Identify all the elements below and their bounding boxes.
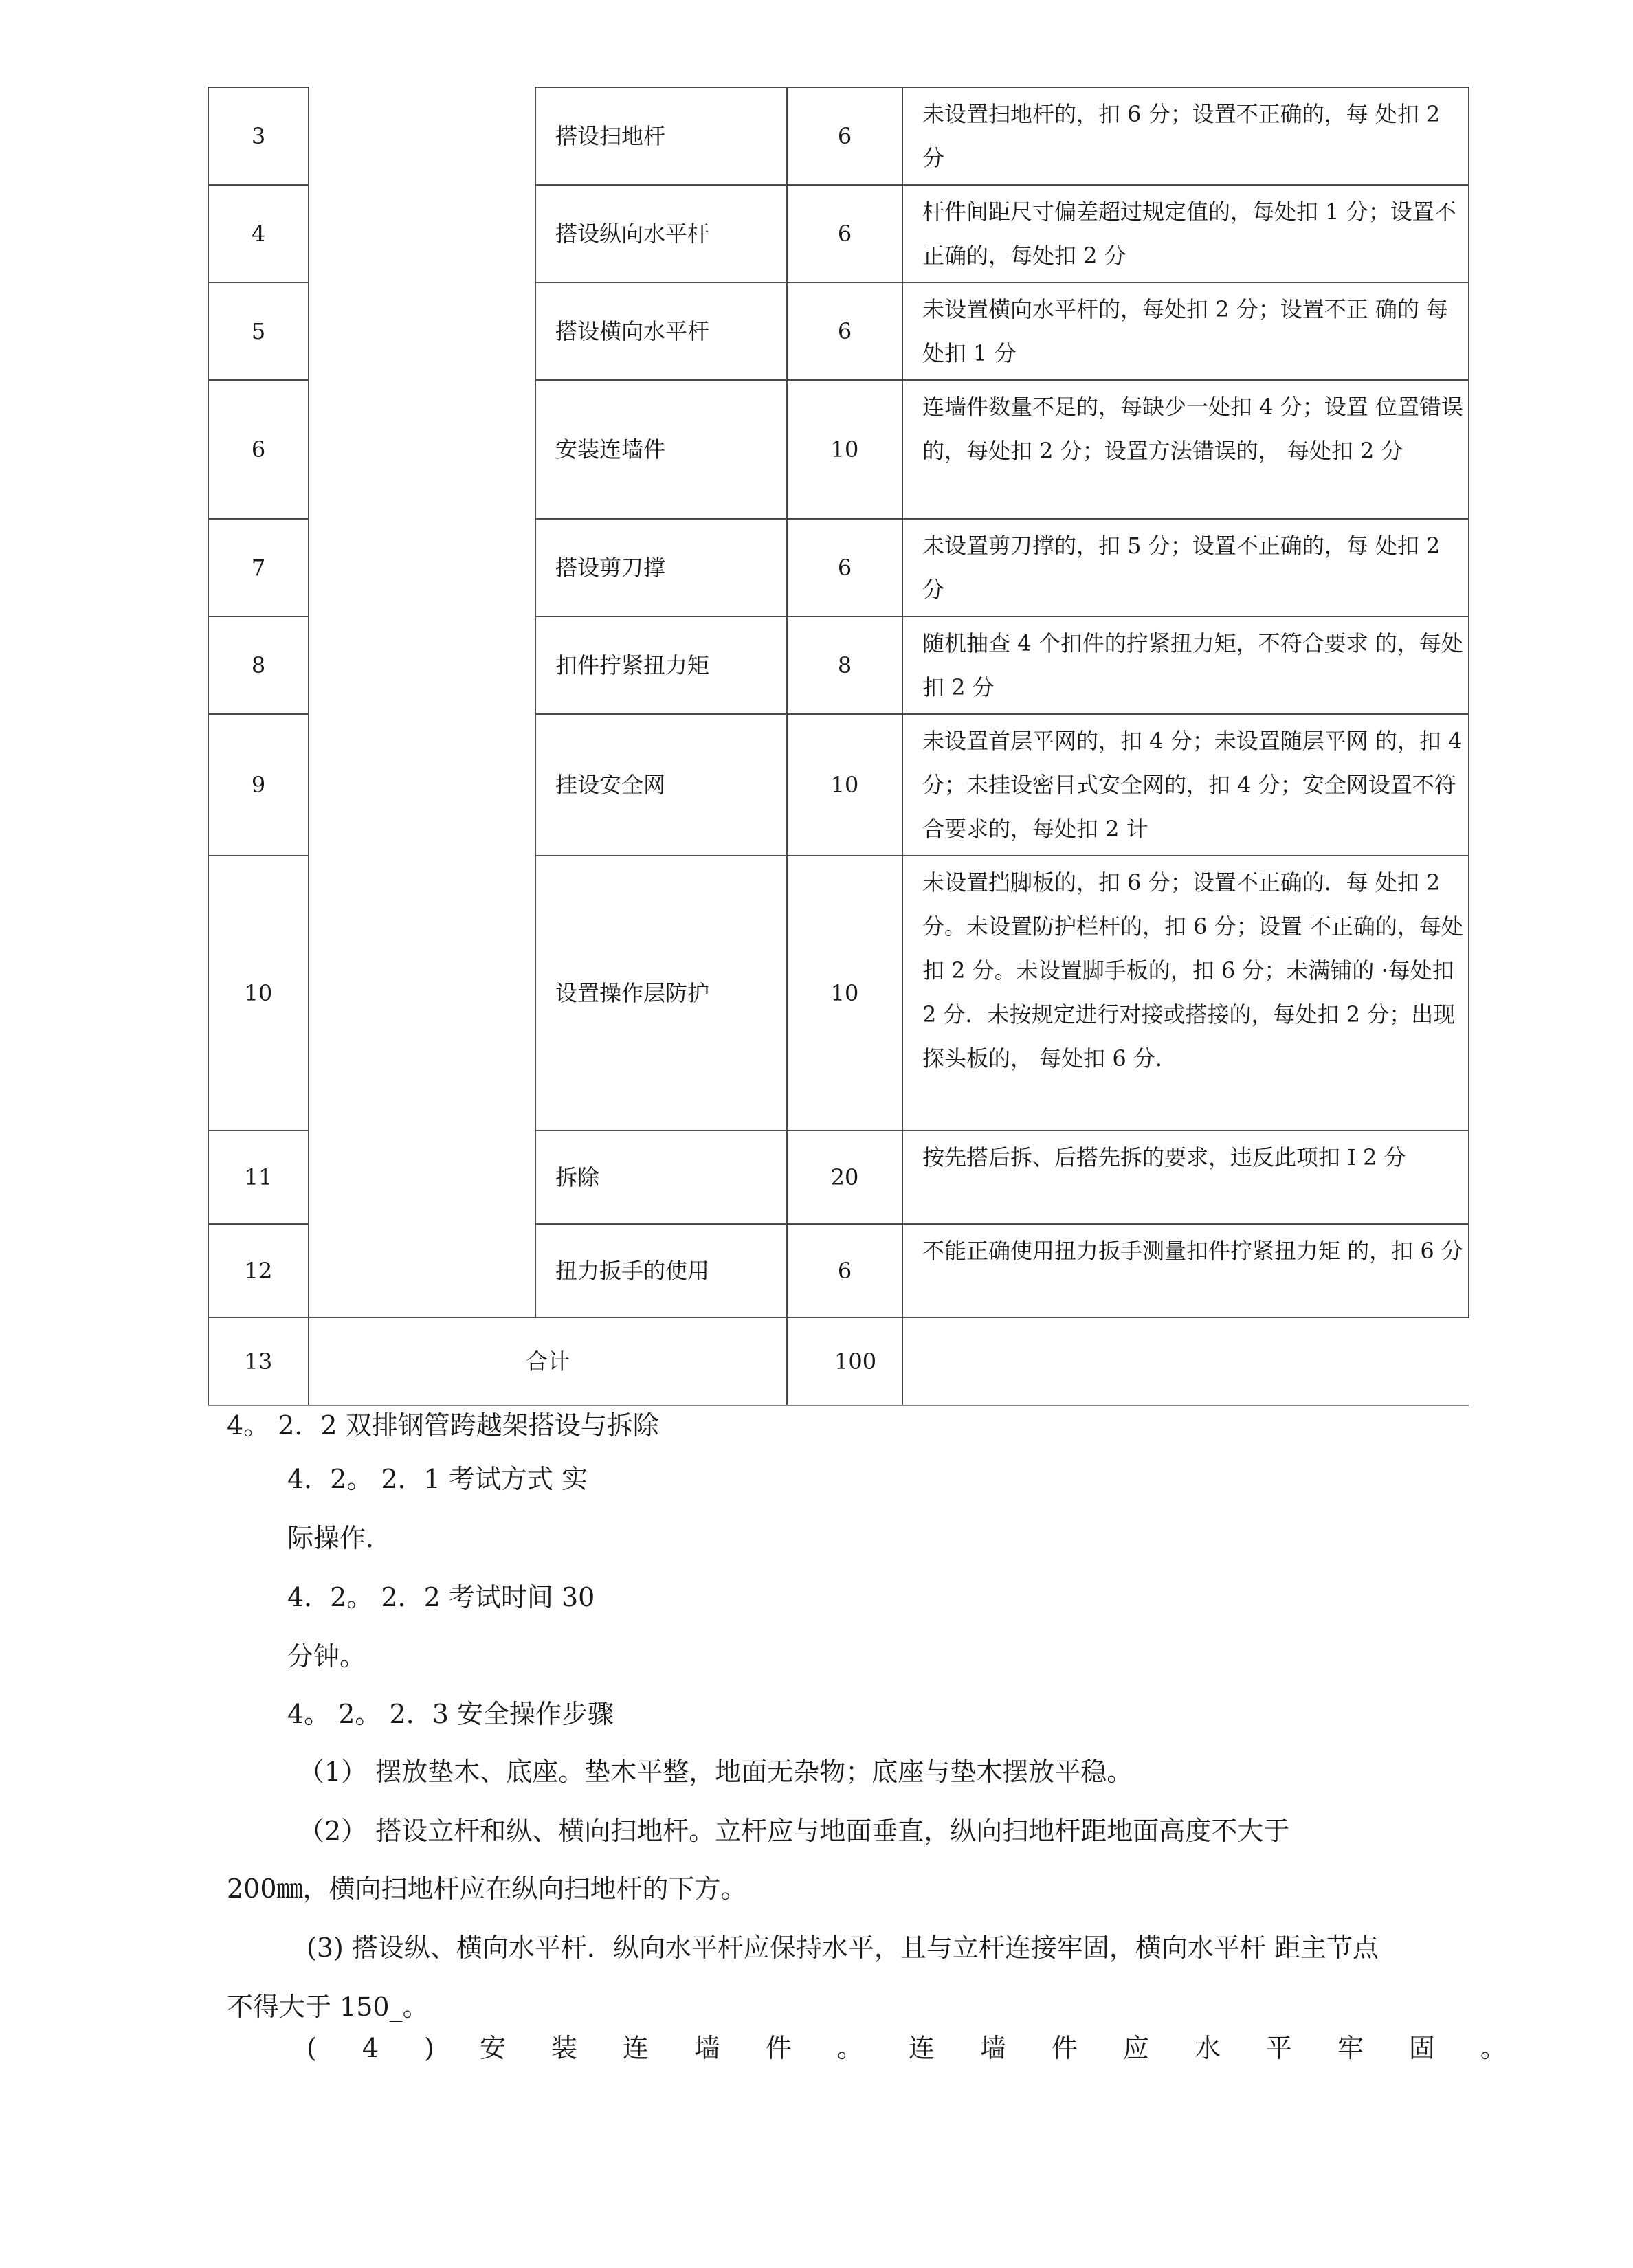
subsection-heading: 4．2。 2．2 考试时间 30 xyxy=(287,1582,595,1612)
total-rule-blank xyxy=(902,1318,1469,1405)
step-item: (3) 搭设纵、横向水平杆．纵向水平杆应保持水平，且与立杆连接牢固，横向水平杆 距主节点 xyxy=(307,1933,1379,1963)
deduction-rule: 未设置横向水平杆的，每处扣 2 分；设置不正 确的 每处扣 1 分 xyxy=(902,282,1469,380)
step-item-continuation: 200㎜，横向扫地杆应在纵向扫地杆的下方。 xyxy=(227,1874,747,1904)
deduction-rule: 未设置扫地杆的，扣 6 分；设置不正确的，每 处扣 2 分 xyxy=(902,87,1469,185)
row-number: 12 xyxy=(208,1224,309,1318)
subsection-heading: 4。 2。 2．3 安全操作步骤 xyxy=(287,1699,614,1729)
item-points: 6 xyxy=(787,1224,902,1318)
item-points: 20 xyxy=(787,1131,902,1224)
row-number: 8 xyxy=(208,616,309,714)
item-name: 搭设横向水平杆 xyxy=(535,282,787,380)
item-name: 设置操作层防护 xyxy=(535,856,787,1131)
table-total-row xyxy=(208,1318,1469,1405)
row-number: 11 xyxy=(208,1131,309,1224)
step-item: （2） 搭设立杆和纵、横向扫地杆。立杆应与地面垂直，纵向扫地杆距地面高度不大于 xyxy=(298,1816,1290,1846)
item-name: 安装连墙件 xyxy=(535,380,787,519)
deduction-rule: 未设置挡脚板的，扣 6 分；设置不正确的．每 处扣 2 分。未设置防护栏杆的，扣 6 分；设置 不正确的，每处扣 2 分。未设置脚手板的，扣 6 分；未满铺的 ·每处扣 2 分．未按规定进行对接或搭接的，每处扣 2 分；出现探头板的， 每处扣 6 分． xyxy=(902,856,1469,1131)
row-number: 5 xyxy=(208,282,309,380)
deduction-rule: 按先搭后拆、后搭先拆的要求，违反此项扣 I 2 分 xyxy=(902,1131,1469,1224)
table-row xyxy=(208,87,1469,185)
paragraph: 际操作． xyxy=(287,1523,392,1553)
step-item-continuation: 不得大于 150_。 xyxy=(227,1992,429,2022)
merged-category-cell xyxy=(309,87,535,1318)
deduction-rule: 随机抽查 4 个扣件的拧紧扭力矩，不符合要求 的，每处扣 2 分 xyxy=(902,616,1469,714)
item-name: 搭设剪刀撑 xyxy=(535,519,787,616)
item-points: 8 xyxy=(787,616,902,714)
item-points: 10 xyxy=(787,380,902,519)
row-number: 6 xyxy=(208,380,309,519)
row-number: 13 xyxy=(208,1318,309,1405)
subsection-heading: 4．2。 2．1 考试方式 实 xyxy=(287,1464,588,1494)
item-points: 6 xyxy=(787,519,902,616)
scoring-table xyxy=(208,87,1469,1406)
total-points: 100 xyxy=(787,1318,902,1405)
total-label: 合计 xyxy=(309,1318,787,1405)
step-item: (4)安装连墙件。连墙件应水平牢固。 xyxy=(307,2033,1552,2063)
paragraph: 分钟。 xyxy=(287,1641,366,1671)
item-name: 拆除 xyxy=(535,1131,787,1224)
item-name: 搭设纵向水平杆 xyxy=(535,185,787,282)
item-points: 6 xyxy=(787,87,902,185)
row-number: 3 xyxy=(208,87,309,185)
deduction-rule: 不能正确使用扭力扳手测量扣件拧紧扭力矩 的，扣 6 分 xyxy=(902,1224,1469,1318)
row-number: 9 xyxy=(208,714,309,856)
step-item: （1） 摆放垫木、底座。垫木平整，地面无杂物；底座与垫木摆放平稳。 xyxy=(298,1757,1133,1787)
item-points: 10 xyxy=(787,856,902,1131)
item-points: 10 xyxy=(787,714,902,856)
section-heading: 4。 2．2 双排钢管跨越架搭设与拆除 xyxy=(227,1410,659,1441)
deduction-rule: 未设置剪刀撑的，扣 5 分；设置不正确的，每 处扣 2 分 xyxy=(902,519,1469,616)
item-name: 挂设安全网 xyxy=(535,714,787,856)
item-points: 6 xyxy=(787,185,902,282)
item-points: 6 xyxy=(787,282,902,380)
deduction-rule: 杆件间距尺寸偏差超过规定值的，每处扣 1 分；设置不正确的，每处扣 2 分 xyxy=(902,185,1469,282)
deduction-rule: 未设置首层平网的，扣 4 分；未设置随层平网 的，扣 4 分；未挂设密目式安全网的，扣 4 分；安全网设置不符合要求的，每处扣 2 计 xyxy=(902,714,1469,856)
deduction-rule: 连墙件数量不足的，每缺少一处扣 4 分；设置 位置错误的，每处扣 2 分；设置方法错误的， 每处扣 2 分 xyxy=(902,380,1469,519)
item-name: 扣件拧紧扭力矩 xyxy=(535,616,787,714)
row-number: 4 xyxy=(208,185,309,282)
row-number: 10 xyxy=(208,856,309,1131)
row-number: 7 xyxy=(208,519,309,616)
item-name: 搭设扫地杆 xyxy=(535,87,787,185)
item-name: 扭力扳手的使用 xyxy=(535,1224,787,1318)
